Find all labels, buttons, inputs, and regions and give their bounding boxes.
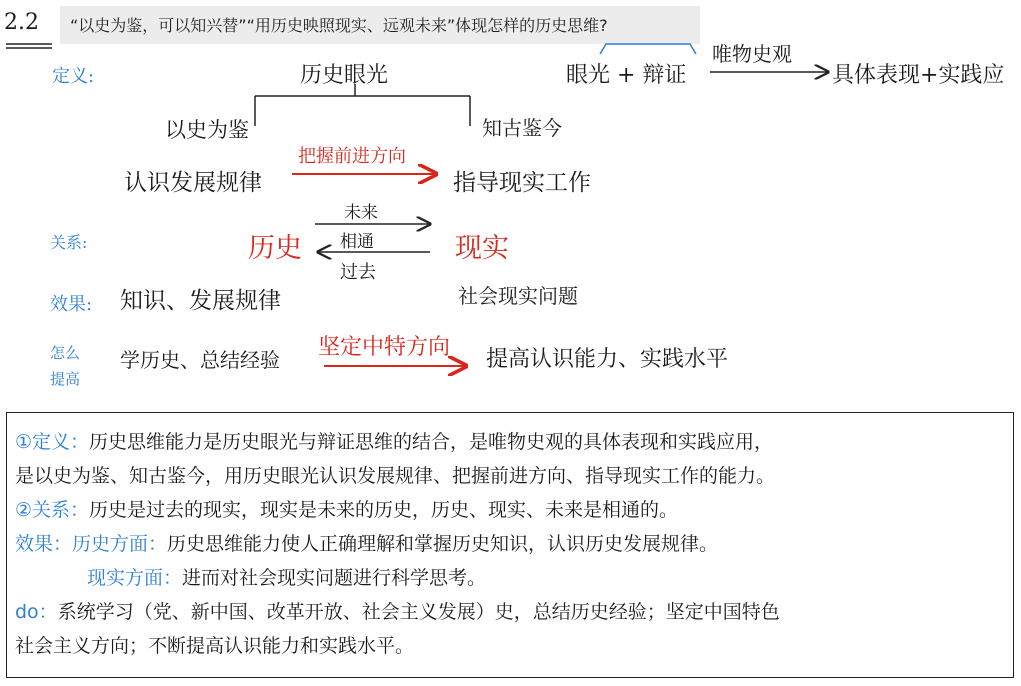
rel-past: 过去 — [340, 262, 376, 283]
summary-line-4 — [15, 531, 718, 557]
summary-relation-text: 历史是过去的现实，现实是未来的历史，历史、现实、未来是相通的。 — [89, 499, 679, 521]
label-how-2: 提高 — [50, 370, 81, 388]
def-formula-left: 眼光 + 辩证 — [566, 63, 687, 88]
summary-box — [6, 412, 1014, 678]
rel-future: 未来 — [344, 203, 378, 223]
summary-line-5 — [87, 565, 486, 591]
def-formula-right: 具体表现+实践应 — [832, 63, 1005, 88]
summary-effect-history-label: 历史方面： — [72, 533, 168, 555]
summary-definition-label: ①定义： — [15, 431, 90, 453]
summary-line-2: 是以史为鉴、知古鉴今，用历史眼光认识发展规律、把握前进方向、指导现实工作的能力。 — [15, 465, 776, 487]
how-arrow-label: 坚定中特方向 — [318, 335, 451, 360]
effect-left: 知识、发展规律 — [120, 288, 281, 314]
question-text: “以史为鉴，可以知兴替”“用历史映照现实、远观未来”体现怎样的历史思维? — [70, 16, 608, 35]
summary-line-7: 社会主义方向；不断提高认识能力和实践水平。 — [15, 635, 415, 657]
label-relation: 关系: — [50, 233, 88, 252]
summary-effect-reality-label: 现实方面： — [87, 567, 183, 589]
summary-relation-label: ②关系： — [15, 499, 90, 521]
summary-do-label: do： — [15, 601, 58, 623]
summary-do-text: 系统学习（党、新中国、改革开放、社会主义发展）史，总结历史经验；坚定中国特色 — [57, 601, 780, 623]
def-right-branch: 知古鉴今 — [482, 116, 562, 140]
how-left: 学历史、总结经验 — [120, 348, 280, 372]
def-arrow-label: 把握前进方向 — [298, 146, 406, 167]
summary-line-6 — [15, 599, 780, 625]
label-how-1: 怎么 — [50, 344, 81, 362]
summary-definition-text: 历史思维能力是历史眼光与辩证思维的结合，是唯物史观的具体表现和实践应用， — [89, 431, 774, 453]
summary-line-1 — [15, 429, 773, 455]
summary-effect-reality-text: 进而对社会现实问题进行科学思考。 — [182, 567, 487, 589]
def-formula-arrow-label: 唯物史观 — [712, 42, 792, 66]
def-bottom-right: 指导现实工作 — [453, 170, 591, 196]
rel-reality: 现实 — [455, 233, 509, 264]
summary-effect-label: 效果： — [15, 533, 73, 555]
how-right: 提高认识能力、实践水平 — [486, 347, 729, 372]
label-definition: 定义: — [52, 66, 95, 87]
effect-right: 社会现实问题 — [458, 284, 578, 308]
label-effect: 效果: — [50, 294, 93, 315]
summary-line-3 — [15, 497, 678, 523]
rel-connected: 相通 — [340, 232, 374, 252]
def-left-branch: 以史为鉴 — [165, 118, 249, 142]
def-bottom-left: 认识发展规律 — [124, 170, 262, 196]
def-top: 历史眼光 — [300, 63, 389, 88]
summary-effect-history-text: 历史思维能力使人正确理解和掌握历史知识，认识历史发展规律。 — [167, 533, 719, 555]
rel-history: 历史 — [248, 233, 302, 264]
question-number: 2.2 — [4, 10, 39, 35]
